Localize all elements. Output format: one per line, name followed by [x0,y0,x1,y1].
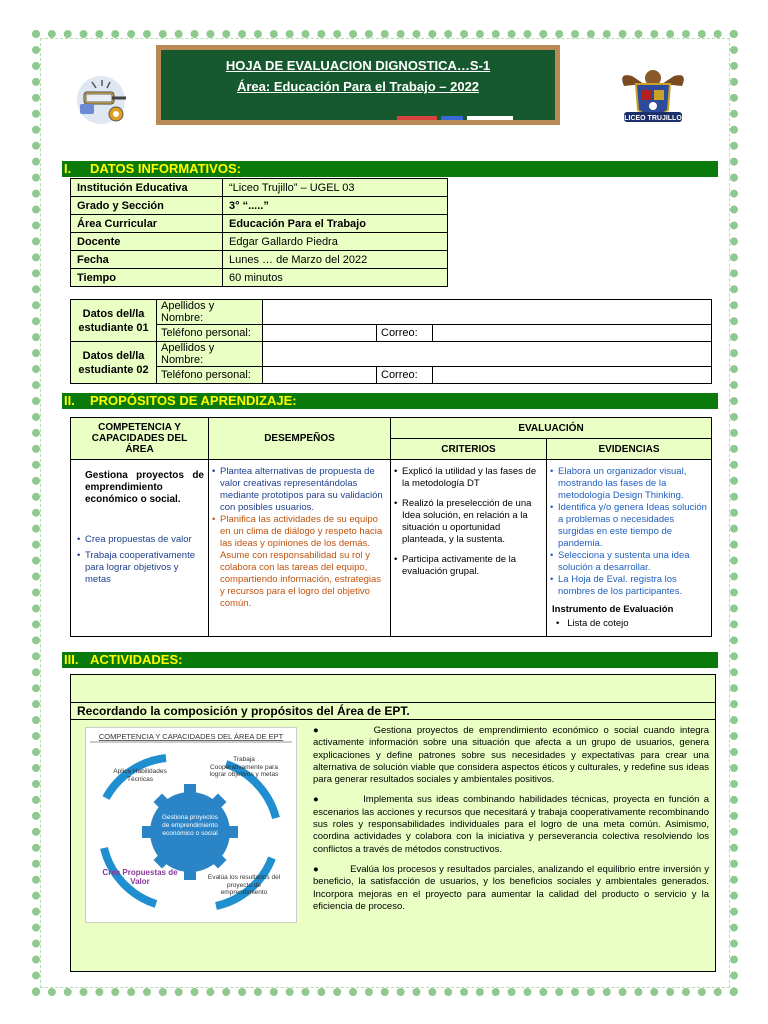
datos-informativos-table [70,178,448,287]
table-cell-key: Área Curricular [71,215,223,233]
table-cell-key: Tiempo [71,269,223,287]
student-1-name-field[interactable] [263,300,712,325]
list-item: • La Hoja de Eval. registra los nombres de los participantes. [550,574,708,598]
crest-banner-text: LICEO TRUJILLO [624,115,682,122]
name-label: Apellidos y Nombre: [157,342,263,367]
list-item: • Selecciona y sustenta una idea solución a desarrollar. [550,550,708,574]
title-board [156,45,560,125]
paragraph-text: Implementa sus ideas combinando habilidades técnicas, proyecta en función a escenarios las acciones y recursos que necesitará y trabaja cooperativamente recombinando sus roles y responsabilidades individuales para el logro de una meta común. Asimismo, coordina actividades y colabora con la iniciativa y perseverancia colectiva resolviendo los conflictos a través de métodos constructivos. [313,794,709,855]
student-1-mail-field[interactable] [433,325,712,342]
criterios-cell [391,460,547,637]
table-row [71,367,712,384]
table-row [71,300,712,325]
section-title: ACTIVIDADES: [90,652,183,667]
header-evidencias: EVIDENCIAS [547,439,712,460]
phone-label: Teléfono personal: [157,367,263,384]
capacidades-list [77,534,204,586]
propositos-table [70,417,712,637]
list-item: • Participa activamente de la evaluación grupal. [394,554,543,578]
section-heading-datos [62,161,718,177]
table-row [71,460,712,637]
table-cell-value: Edgar Gallardo Piedra [223,233,448,251]
competencia-cell [71,460,209,637]
table-row [71,325,712,342]
table-cell-key: Institución Educativa [71,179,223,197]
section-number: I. [64,161,72,176]
competencia-text: Gestiona proyectos de emprendimiento económico o social. [85,470,204,505]
section-number: II. [64,393,75,408]
competencias-diagram [85,727,297,923]
table-cell-value: 60 minutos [223,269,448,287]
chalk-icon [467,116,513,120]
header-desempenos: DESEMPEÑOS [209,418,391,460]
desempenos-cell [209,460,391,637]
actividades-text [313,725,709,921]
table-row [71,179,448,197]
header-competencia: COMPETENCIA Y CAPACIDADES DEL ÁREA [71,418,209,460]
diagram-label-crea: Crea Propuestas de Valor [102,868,178,886]
list-item: • Elabora un organizador visual, mostrando las fases de la metodología Design Thinking. [550,466,708,502]
student-1-label: Datos del/la estudiante 01 [71,300,157,342]
table-cell-value: Educación Para el Trabajo [223,215,448,233]
mail-label: Correo: [377,325,433,342]
page-subtitle: Área: Educación Para el Trabajo – 2022 [236,79,480,94]
chalk-icon [441,116,463,120]
evidencias-cell [547,460,712,637]
diagram-label-aplica: Aplica Habilidades Técnicas [113,768,167,783]
section-title: DATOS INFORMATIVOS: [90,161,241,176]
diagram-title: COMPETENCIA Y CAPACIDADES DEL ÁREA DE EPT [98,732,284,741]
table-cell-key: Grado y Sección [71,197,223,215]
table-cell-value: “Liceo Trujillo” – UGEL 03 [223,179,448,197]
table-cell-value: 3° “.....” [223,197,448,215]
student-2-name-field[interactable] [263,342,712,367]
chalk-icon [397,116,437,120]
header-evaluacion: EVALUACIÓN [391,418,712,439]
page-title: HOJA DE EVALUACION DIGNOSTICA…S-1 [225,58,491,73]
table-cell-key: Fecha [71,251,223,269]
section-heading-propositos [62,393,718,409]
name-label: Apellidos y Nombre: [157,300,263,325]
actividades-top-row [71,675,715,703]
school-crest-logo [614,66,692,128]
diagram-label-evalua: Evalúa los resultados del proyecto de emprendimiento [207,874,281,896]
criterios-list [394,466,543,578]
table-row [71,418,712,439]
paragraph: ● Evalúa los procesos y resultados parciales, analizando el equilibrio entre inversión y beneficio, la satisfacción de usuarios, y los beneficios sociales y ambientales generados. Incorpora mejoras en el proyecto para aumentar la calidad del producto o servicio y la eficiencia de proceso. [313,863,709,912]
list-item: • Explicó la utilidad y las fases de la metodología DT [394,466,543,490]
instrumento-value: Lista de cotejo [567,618,629,629]
tools-logo-icon [72,74,130,126]
phone-label: Teléfono personal: [157,325,263,342]
section-heading-actividades [62,652,718,668]
instrumento-item: • Lista de cotejo [556,618,629,629]
student-data-table [70,299,712,384]
table-row [71,215,448,233]
section-title: PROPÓSITOS DE APRENDIZAJE: [90,393,297,408]
actividades-box [70,674,716,972]
table-cell-key: Docente [71,233,223,251]
desempenos-list [212,466,387,550]
paragraph: ● Gestiona proyectos de emprendimiento económico o social cuando integra activamente información sobre una situación que afecta a un grupo de usuarios, genera explicaciones y define patrones sobre sus necesidades y expectativas para crear una alternativa de solución viable que considera aspectos éticos y culturales, y redefine sus ideas para generar resultados sociales y ambientales positivos. [313,725,709,786]
paragraph-text: Gestiona proyectos de emprendimiento económico o social cuando integra activamente información sobre una situación que afecta a un grupo de usuarios, genera explicaciones y define patrones sobre sus necesidades y expectativas para crear una alternativa de solución viable que considera aspectos éticos y culturales, y redefine sus ideas para generar resultados sociales y ambientales positivos. [313,725,709,786]
list-item: • Planifica las actividades de su equipo en un clima de diálogo y respeto hacia las ideas y opiniones de los demás. [212,514,387,550]
desempeno-extra: Asume con responsabilidad su rol y colabora con las tareas del equipo, compartiendo información, estrategias y recursos para el logro del objetivo común. [220,550,382,609]
evidencias-list [550,466,708,598]
table-row [71,342,712,367]
header-criterios: CRITERIOS [391,439,547,460]
instrumento-title: Instrumento de Evaluación [552,604,674,615]
paragraph-text: Evalúa los procesos y resultados parciales, analizando el equilibrio entre inversión y beneficio, la satisfacción de usuarios, y los beneficios sociales y ambientales generados. Incorpora mejoras en el proyecto para aumentar la calidad del producto o servicio y la eficiencia de proceso. [313,863,709,912]
list-item: • Plantea alternativas de propuesta de valor creativas representándolas mediante prototipos para su validación con posibles usuarios. [212,466,387,514]
table-row [71,197,448,215]
student-2-phone-field[interactable] [263,367,377,384]
table-row [71,269,448,287]
section-number: III. [64,652,79,667]
student-2-mail-field[interactable] [433,367,712,384]
list-item: • Crea propuestas de valor [77,534,204,546]
list-item: • Identifica y/o genera Ideas solución a problemas o necesidades surgidas en este tiempo de pandemia. [550,502,708,550]
student-2-label: Datos del/la estudiante 02 [71,342,157,384]
paragraph: ● Implementa sus ideas combinando habilidades técnicas, proyecta en función a escenarios las acciones y recursos que necesitará y trabaja cooperativamente recombinando sus roles y responsabilidades individuales para el logro de una meta común. Asimismo, coordina actividades y colabora con la iniciativa y perseverancia colectiva resolviendo los conflictos a través de métodos constructivos. [313,794,709,855]
student-1-phone-field[interactable] [263,325,377,342]
list-item: • Realizó la preselección de una Idea solución, en relación a la situación u oportunidad planteada, y la sustenta. [394,498,543,546]
table-row [71,233,448,251]
table-cell-value: Lunes … de Marzo del 2022 [223,251,448,269]
actividades-subtitle: Recordando la composición y propósitos del Área de EPT. [71,703,715,720]
mail-label: Correo: [377,367,433,384]
diagram-center-text: Gestiona proyectos de emprendimiento económico o social [161,814,218,837]
list-item: • Trabaja cooperativamente para lograr objetivos y metas [77,550,204,586]
diagram-label-trabaja: Trabaja Cooperativamente para lograr objetivos y metas [209,756,279,778]
table-row [71,251,448,269]
